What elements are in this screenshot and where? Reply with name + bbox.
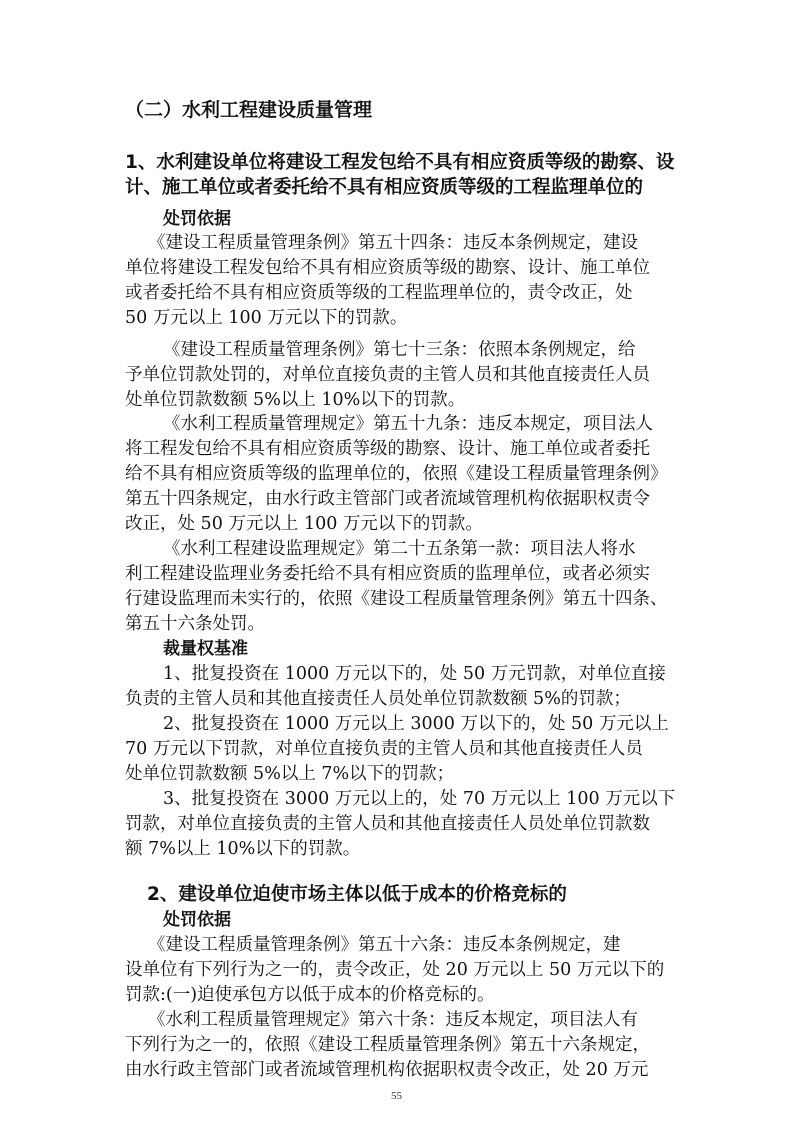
item-title-line: 2、建设单位迫使市场主体以低于成本的价格竞标的 [147,884,567,905]
paragraph-line: 2、批复投资在 1000 万元以上 3000 万以下的，处 50 万元以上 [163,714,669,734]
paragraph-line: 处单位罚款数额 5%以上 10%以下的罚款。 [125,390,466,410]
paragraph-line: 70 万元以下罚款，对单位直接负责的主管人员和其他直接责任人员 [125,739,643,759]
paragraph-line: 第五十四条规定，由水行政主管部门或者流域管理机构依据职权责令 [125,489,650,509]
paragraph-line: 改正，处 50 万元以上 100 万元以下的罚款。 [125,514,483,534]
paragraph-line: 罚款:(一)迫使承包方以低于成本的价格竞标的。 [125,985,495,1005]
paragraph-line: 《建设工程质量管理条例》第五十四条：违反本条例规定，建设 [148,233,638,253]
penalty-basis-heading: 处罚依据 [163,910,231,930]
paragraph-line: 1、批复投资在 1000 万元以下的，处 50 万元罚款，对单位直接 [163,664,666,684]
paragraph-line: 设单位有下列行为之一的，责令改正，处 20 万元以上 50 万元以下的 [125,960,665,980]
paragraph-line: 罚款，对单位直接负责的主管人员和其他直接责任人员处单位罚款数 [125,814,650,834]
paragraph-line: 额 7%以上 10%以下的罚款。 [125,839,361,859]
item-title-line: 计、施工单位或者委托给不具有相应资质等级的工程监理单位的 [125,177,644,198]
paragraph-line: 《水利工程质量管理规定》第六十条：违反本规定，项目法人有 [148,1010,638,1030]
paragraph-line: 或者委托给不具有相应资质等级的工程监理单位的，责令改正，处 [125,283,633,303]
page-number: 55 [391,1090,402,1102]
paragraph-line: 将工程发包给不具有相应资质等级的勘察、设计、施工单位或者委托 [125,439,650,459]
paragraph-line: 给不具有相应资质等级的监理单位的，依照《建设工程质量管理条例》 [125,464,668,484]
item-title-line: 1、水利建设单位将建设工程发包给不具有相应资质等级的勘察、设 [125,152,675,173]
paragraph-line: 处单位罚款数额 5%以上 7%以下的罚款； [125,764,455,784]
paragraph-line: 50 万元以上 100 万元以下的罚款。 [125,308,408,328]
paragraph-line: 单位将建设工程发包给不具有相应资质等级的勘察、设计、施工单位 [125,258,650,278]
discretion-heading: 裁量权基准 [163,639,248,659]
paragraph-line: 利工程建设监理业务委托给不具有相应资质的监理单位，或者必须实 [125,564,650,584]
paragraph-line: 负责的主管人员和其他直接责任人员处单位罚款数额 5%的罚款； [125,689,631,709]
paragraph-line: 第五十六条处罚。 [125,614,265,634]
paragraph-line: 《水利工程建设监理规定》第二十五条第一款：项目法人将水 [163,539,636,559]
paragraph-line: 《水利工程质量管理规定》第五十九条：违反本规定，项目法人 [163,414,653,434]
paragraph-line: 下列行为之一的，依照《建设工程质量管理条例》第五十六条规定， [125,1035,650,1055]
paragraph-line: 《建设工程质量管理条例》第七十三条：依照本条例规定，给 [163,340,636,360]
paragraph-line: 行建设监理而未实行的，依照《建设工程质量管理条例》第五十四条、 [125,589,668,609]
paragraph-line: 3、批复投资在 3000 万元以上的，处 70 万元以上 100 万元以下 [163,789,676,809]
paragraph-line: 予单位罚款处罚的，对单位直接负责的主管人员和其他直接责任人员 [125,365,650,385]
paragraph-line: 由水行政主管部门或者流域管理机构依据职权责令改正，处 20 万元 [125,1060,649,1080]
section-title: （二）水利工程建设质量管理 [125,99,373,121]
paragraph-line: 《建设工程质量管理条例》第五十六条：违反本条例规定，建 [148,935,621,955]
penalty-basis-heading: 处罚依据 [163,209,231,229]
